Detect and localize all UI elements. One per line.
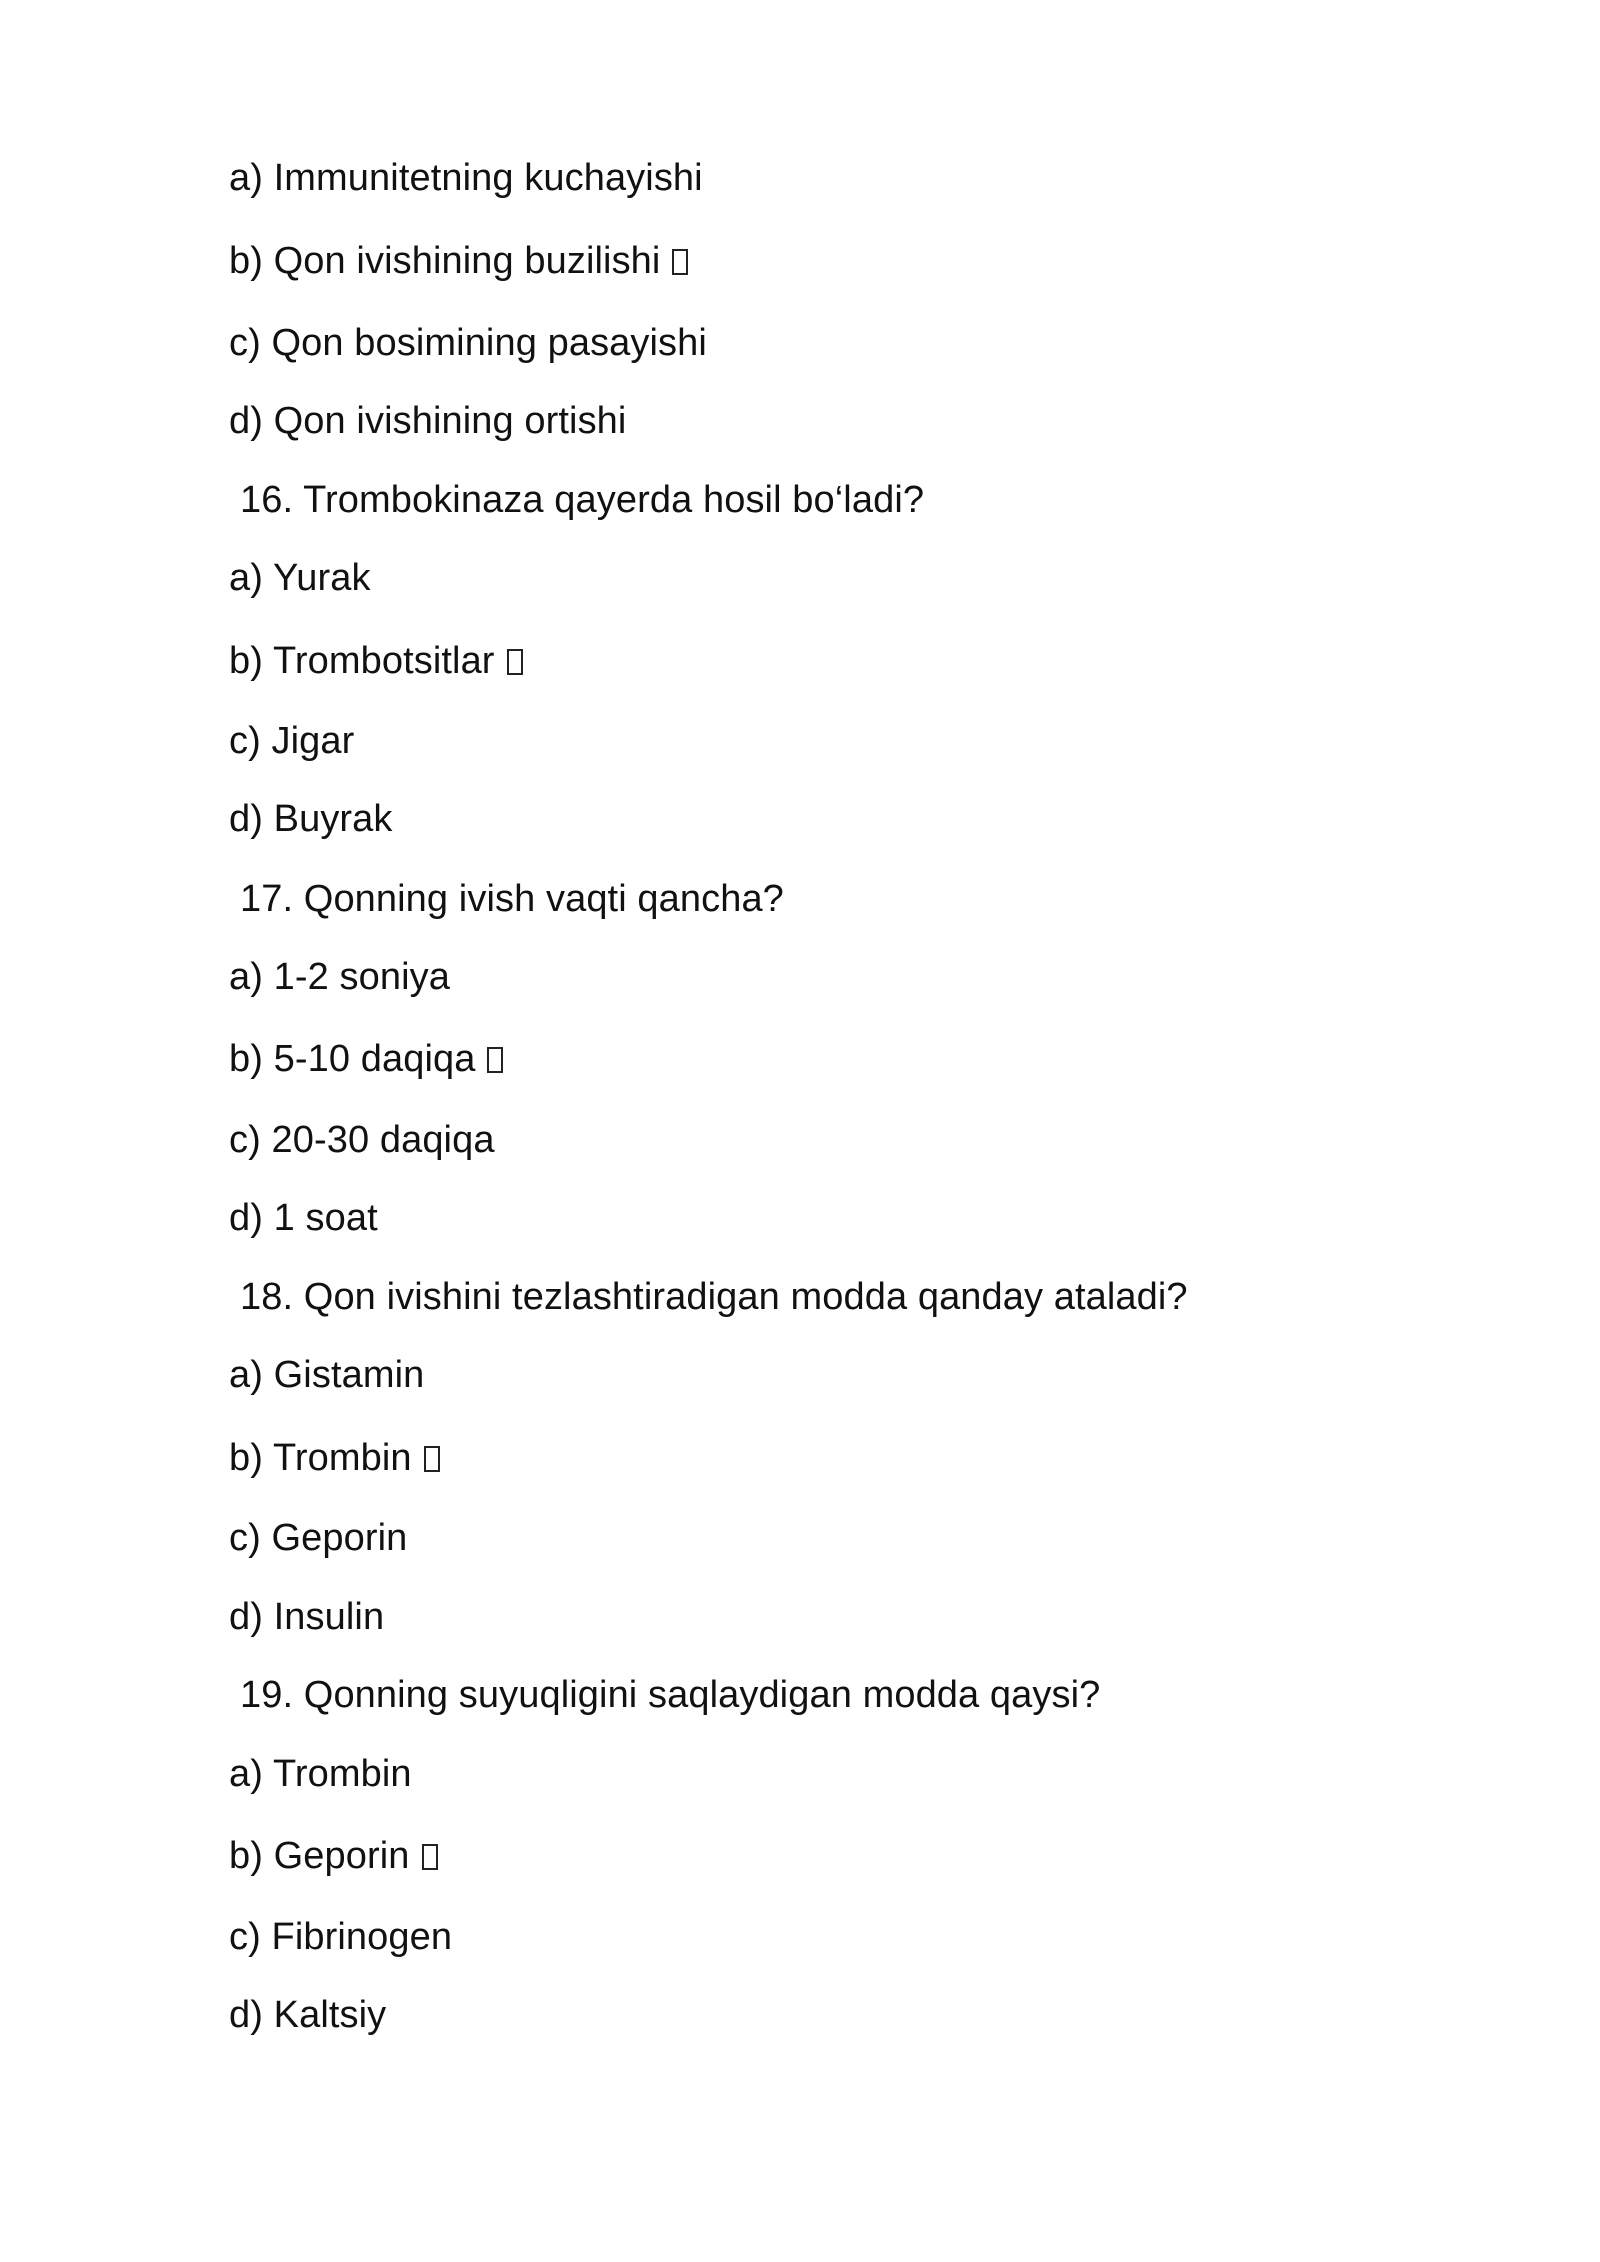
option-text: d) Buyrak xyxy=(229,798,393,840)
option-line xyxy=(229,954,450,1000)
option-text: d) Qon ivishining ortishi xyxy=(229,400,627,442)
answer-marker-icon xyxy=(424,1446,440,1472)
option-text: d) Insulin xyxy=(229,1596,385,1638)
option-text: a) Trombin xyxy=(229,1753,412,1795)
option-line xyxy=(229,1833,438,1879)
question-text: 17. Qonning ivish vaqti qancha? xyxy=(240,878,784,920)
option-text: b) Trombin xyxy=(229,1437,412,1479)
option-text: b) Trombotsitlar xyxy=(229,640,495,682)
question-line xyxy=(240,1672,1100,1718)
option-text: d) Kaltsiy xyxy=(229,1994,387,2036)
option-line xyxy=(229,718,354,764)
option-text: c) 20-30 daqiqa xyxy=(229,1119,495,1161)
option-line xyxy=(229,1914,452,1960)
option-text: b) Qon ivishining buzilishi xyxy=(229,240,661,282)
question-text: 18. Qon ivishini tezlashtiradigan modda qanday ataladi? xyxy=(240,1276,1188,1318)
option-line xyxy=(229,155,703,201)
option-text: c) Jigar xyxy=(229,720,355,762)
question-text: 19. Qonning suyuqligini saqlaydigan modda qaysi? xyxy=(240,1674,1101,1716)
option-line xyxy=(229,1515,407,1561)
option-line xyxy=(229,1117,495,1163)
option-line xyxy=(229,638,523,684)
option-line xyxy=(229,796,393,842)
question-line xyxy=(240,876,784,922)
answer-marker-icon xyxy=(672,249,688,275)
option-line xyxy=(229,1992,386,2038)
option-line xyxy=(229,1751,412,1797)
question-text: 16. Trombokinaza qayerda hosil bo‘ladi? xyxy=(240,479,925,521)
option-line xyxy=(229,238,688,284)
option-line xyxy=(229,1352,424,1398)
option-line xyxy=(229,555,371,601)
question-line xyxy=(240,477,924,523)
option-text: b) Geporin xyxy=(229,1835,410,1877)
option-line xyxy=(229,320,707,366)
option-text: a) Immunitetning kuchayishi xyxy=(229,157,703,199)
option-line xyxy=(229,1036,503,1082)
option-text: b) 5-10 daqiqa xyxy=(229,1038,476,1080)
option-line xyxy=(229,1594,384,1640)
option-text: a) 1-2 soniya xyxy=(229,956,450,998)
option-text: c) Qon bosimining pasayishi xyxy=(229,322,707,364)
option-line xyxy=(229,398,626,444)
option-text: c) Geporin xyxy=(229,1517,408,1559)
option-text: a) Yurak xyxy=(229,557,371,599)
answer-marker-icon xyxy=(422,1844,438,1870)
option-line xyxy=(229,1435,440,1481)
option-text: a) Gistamin xyxy=(229,1354,425,1396)
question-line xyxy=(240,1274,1188,1320)
answer-marker-icon xyxy=(507,649,523,675)
answer-marker-icon xyxy=(487,1047,503,1073)
option-line xyxy=(229,1195,378,1241)
option-text: d) 1 soat xyxy=(229,1197,378,1239)
option-text: c) Fibrinogen xyxy=(229,1916,453,1958)
